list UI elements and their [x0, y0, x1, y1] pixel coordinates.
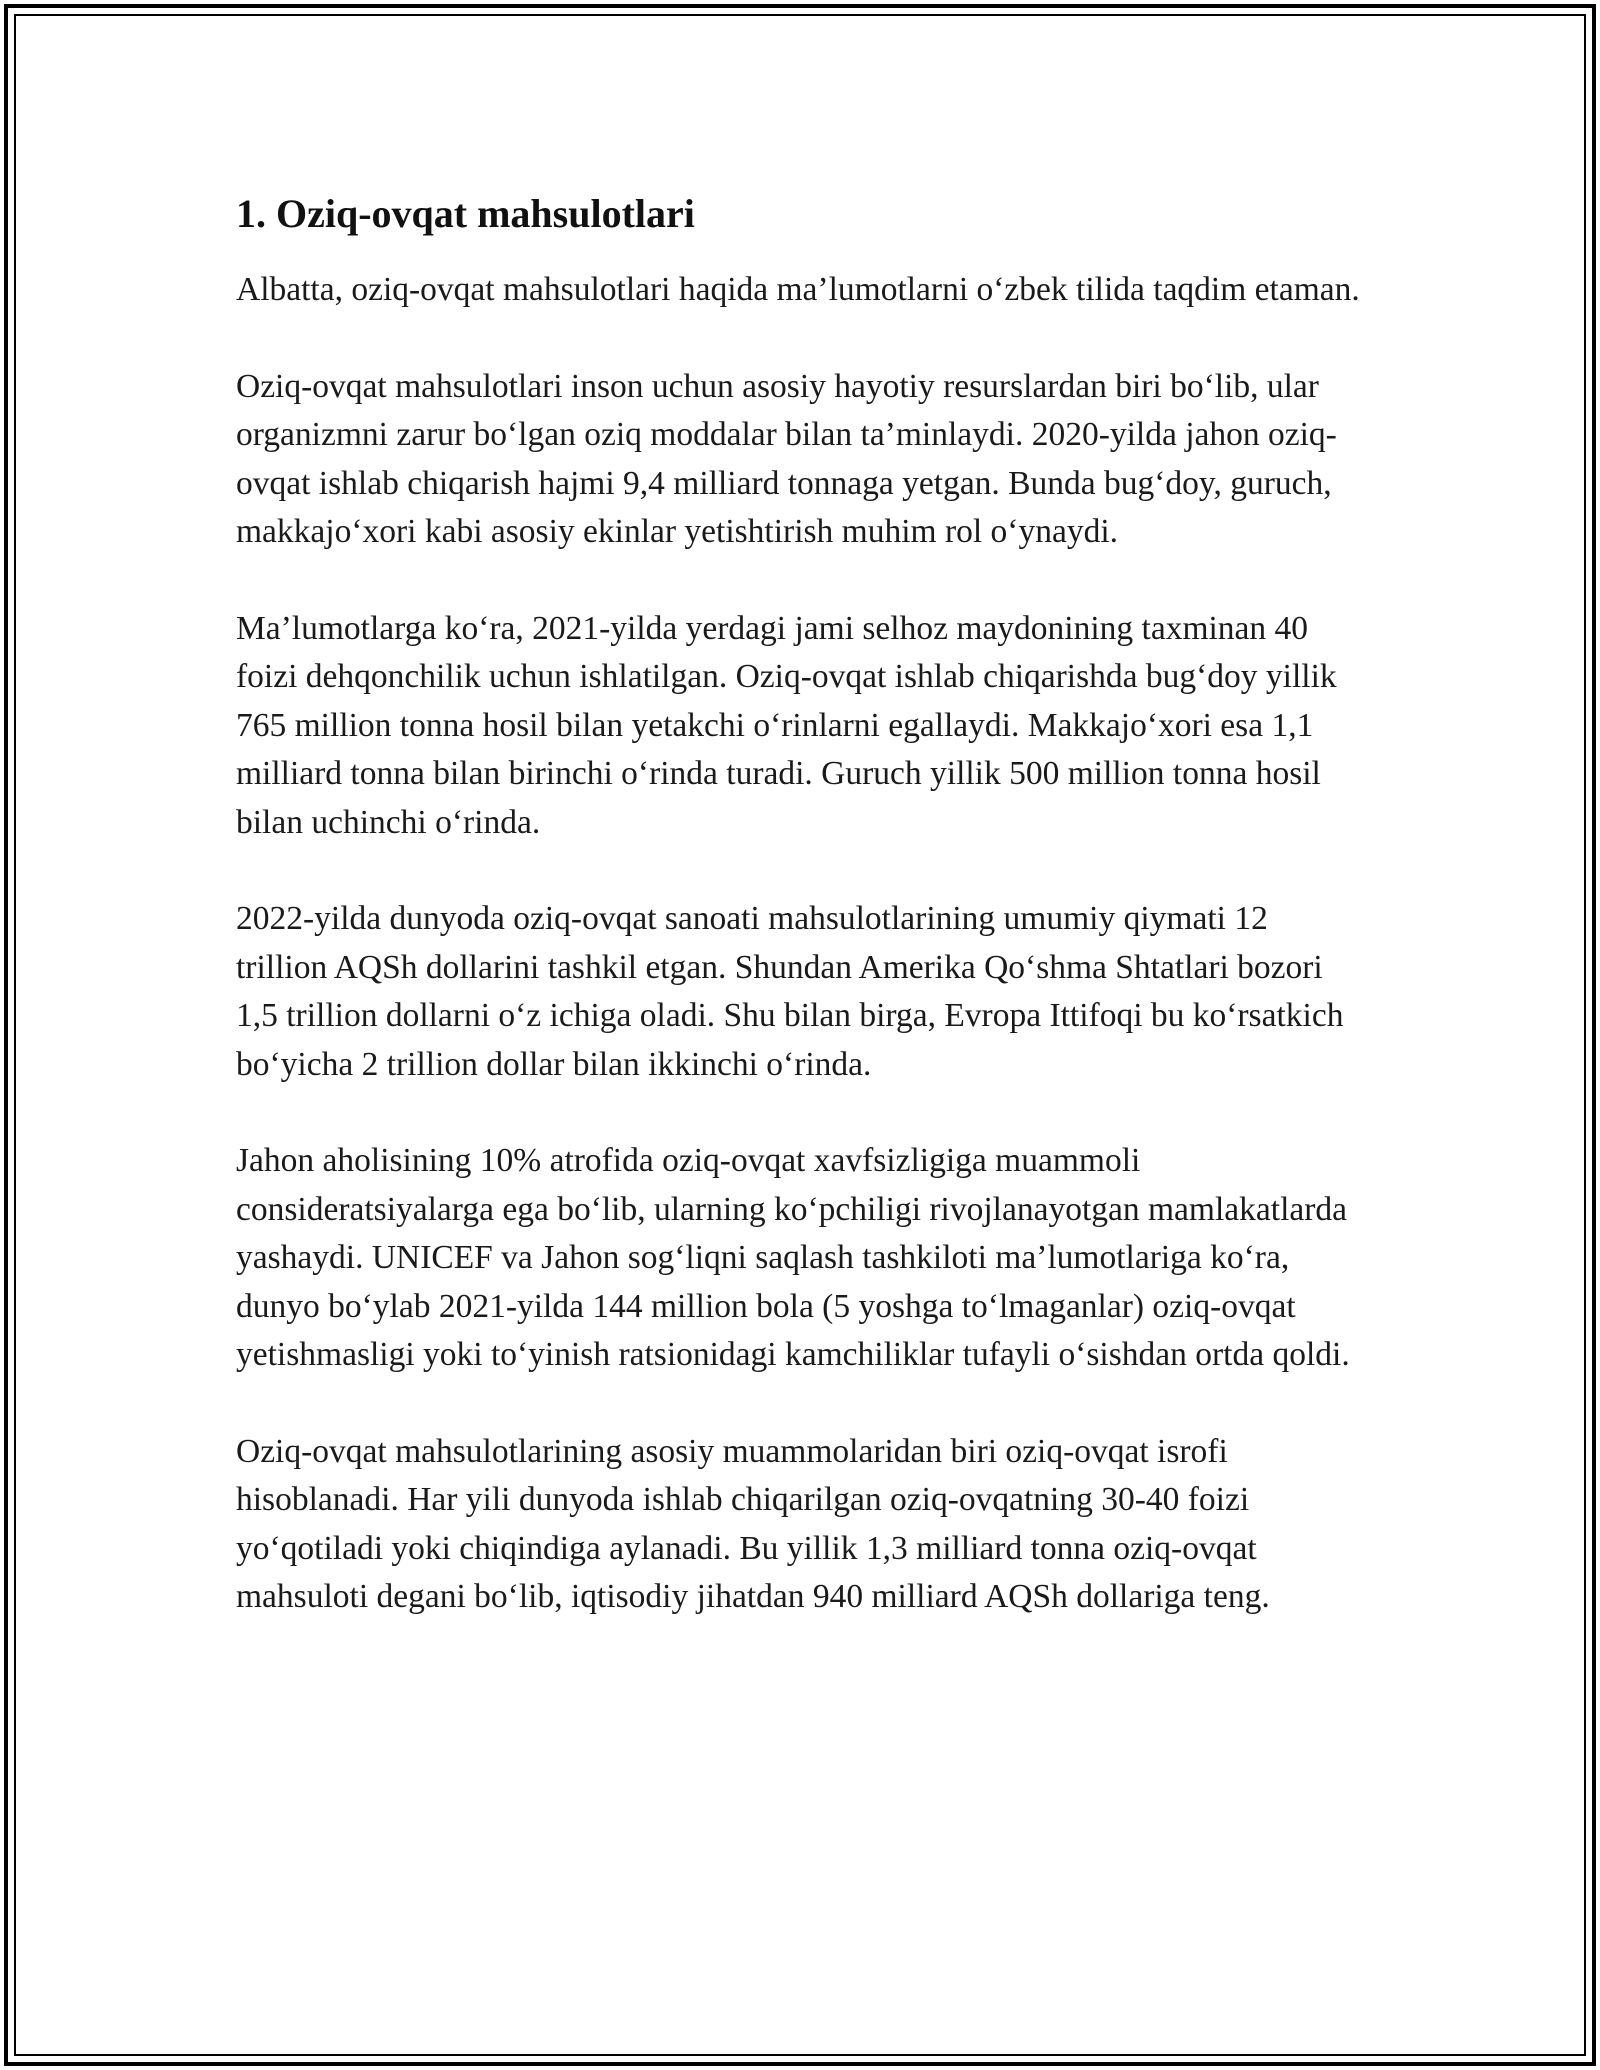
- paragraph-food-waste: Oziq-ovqat mahsulotlarining asosiy muammolaridan biri oziq-ovqat isrofi hisoblanadi. Har yili dunyoda ishlab chiqarilgan oziq-ovqatning 30-40 foizi yo‘qotiladi yoki chiqindiga aylanadi. Bu yillik 1,3 milliard tonna oziq-ovqat mahsuloti degani bo‘lib, iqtisodiy jihatdan 940 milliard AQSh dollariga teng.: [236, 1432, 1270, 1615]
- section-heading: 1. Oziq-ovqat mahsulotlari: [236, 191, 695, 236]
- document-body: [236, 188, 1366, 1670]
- paragraph-industry-value: 2022-yilda dunyoda oziq-ovqat sanoati mahsulotlarining umumiy qiymati 12 trillion AQSh dollarini tashkil etgan. Shundan Amerika Qo‘shma Shtatlari bozori 1,5 trillion dollarni o‘z ichiga oladi. Shu bilan birga, Evropa Ittifoqi bu ko‘rsatkich bo‘yicha 2 trillion dollar bilan ikkinchi o‘rinda.: [236, 900, 1344, 1083]
- paragraph-production: Oziq-ovqat mahsulotlari inson uchun asosiy hayotiy resurslardan biri bo‘lib, ular organizmni zarur bo‘lgan oziq moddalar bilan ta’minlaydi. 2020-yilda jahon oziq-ovqat ishlab chiqarish hajmi 9,4 milliard tonnaga yetgan. Bunda bug‘doy, guruch, makkajo‘xori kabi asosiy ekinlar yetishtirish muhim rol o‘ynaydi.: [236, 367, 1337, 550]
- paragraph-intro: Albatta, oziq-ovqat mahsulotlari haqida ma’lumotlarni o‘zbek tilida taqdim etaman.: [236, 271, 1360, 308]
- paragraph-food-security: Jahon aholisining 10% atrofida oziq-ovqat xavfsizligiga muammoli consideratsiyalarga ega bo‘lib, ularning ko‘pchiligi rivojlanayotgan mamlakatlarda yashaydi. UNICEF va Jahon sog‘liqni saqlash tashkiloti ma’lumotlariga ko‘ra, dunyo bo‘ylab 2021-yilda 144 million bola (5 yoshga to‘lmaganlar) oziq-ovqat yetishmasligi yoki to‘yinish ratsionidagi kamchiliklar tufayli o‘sishdan ortda qoldi.: [236, 1142, 1350, 1373]
- paragraph-crops: Ma’lumotlarga ko‘ra, 2021-yilda yerdagi jami selhoz maydonining taxminan 40 foizi dehqonchilik uchun ishlatilgan. Oziq-ovqat ishlab chiqarishda bug‘doy yillik 765 million tonna hosil bilan yetakchi o‘rinlarni egallaydi. Makkajo‘xori esa 1,1 milliard tonna bilan birinchi o‘rinda turadi. Guruch yillik 500 million tonna hosil bilan uchinchi o‘rinda.: [236, 609, 1337, 841]
